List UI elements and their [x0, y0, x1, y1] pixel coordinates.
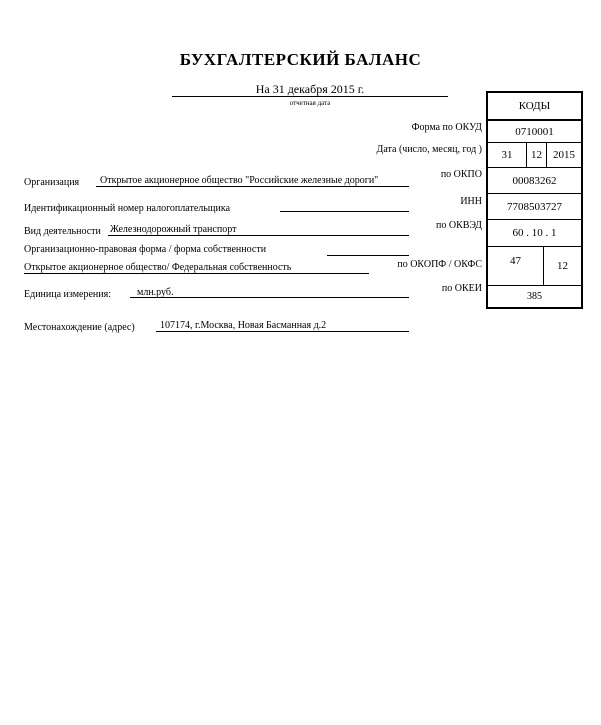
inn-code [488, 193, 581, 219]
okpo-code-value: 00083262 [512, 174, 557, 187]
legal-form-value-underline [24, 273, 369, 274]
okud-code-value: 0710001 [515, 125, 554, 138]
address-value: 107174, г.Москва, Новая Басманная д.2 [160, 320, 327, 331]
okved-label: по ОКВЭД [436, 220, 482, 231]
address-underline [156, 331, 409, 332]
date-label: Дата (число, месяц, год ) [376, 144, 482, 155]
unit-underline [130, 297, 409, 298]
legal-form-underline [327, 255, 409, 256]
okpo-label: по ОКПО [440, 169, 482, 180]
okopf-value: 47 [510, 255, 521, 267]
report-date-caption: отчетная дата [289, 99, 331, 107]
document-title: БУХГАЛТЕРСКИЙ БАЛАНС [179, 50, 422, 69]
okpo-code [488, 167, 581, 193]
okei-code-value: 385 [527, 291, 542, 302]
activity-underline [108, 235, 409, 236]
unit-label: Единица измерения: [24, 289, 111, 300]
organization-value: Открытое акционерное общество "Российские железные дороги" [100, 175, 379, 186]
unit-value: млн.руб. [137, 287, 174, 298]
date-code [488, 142, 581, 167]
taxpayer-id-label: Идентификационный номер налогоплательщика [24, 203, 231, 214]
okud-code [488, 119, 581, 142]
activity-label: Вид деятельности [24, 226, 101, 237]
taxpayer-id-underline [280, 211, 409, 212]
date-month: 12 [526, 143, 546, 167]
okved-code [488, 219, 581, 246]
okud-label: Форма по ОКУД [411, 122, 482, 133]
inn-code-value: 7708503727 [507, 200, 562, 213]
codes-header [488, 93, 581, 119]
okei-code [488, 285, 581, 307]
legal-form-label: Организационно-правовая форма / форма собственности [24, 244, 267, 255]
organization-label: Организация [24, 177, 80, 188]
address-label: Местонахождение (адрес) [24, 322, 135, 333]
report-date: На 31 декабря 2015 г. [172, 83, 448, 97]
organization-underline [96, 186, 409, 187]
inn-label: ИНН [460, 196, 482, 207]
codes-header-label: КОДЫ [518, 100, 551, 112]
okopf-okfs-code [488, 246, 581, 285]
date-year: 2015 [546, 143, 581, 167]
okfs-value: 12 [543, 247, 581, 285]
legal-form-value: Открытое акционерное общество/ Федеральная собственность [24, 262, 292, 273]
activity-value: Железнодорожный транспорт [110, 224, 237, 235]
okved-code-value: 60 . 10 . 1 [512, 227, 557, 239]
date-day: 31 [501, 149, 513, 161]
okopf-okfs-label: по ОКОПФ / ОКФС [397, 259, 482, 270]
codes-table [486, 91, 583, 309]
okei-label: по ОКЕИ [441, 283, 482, 294]
